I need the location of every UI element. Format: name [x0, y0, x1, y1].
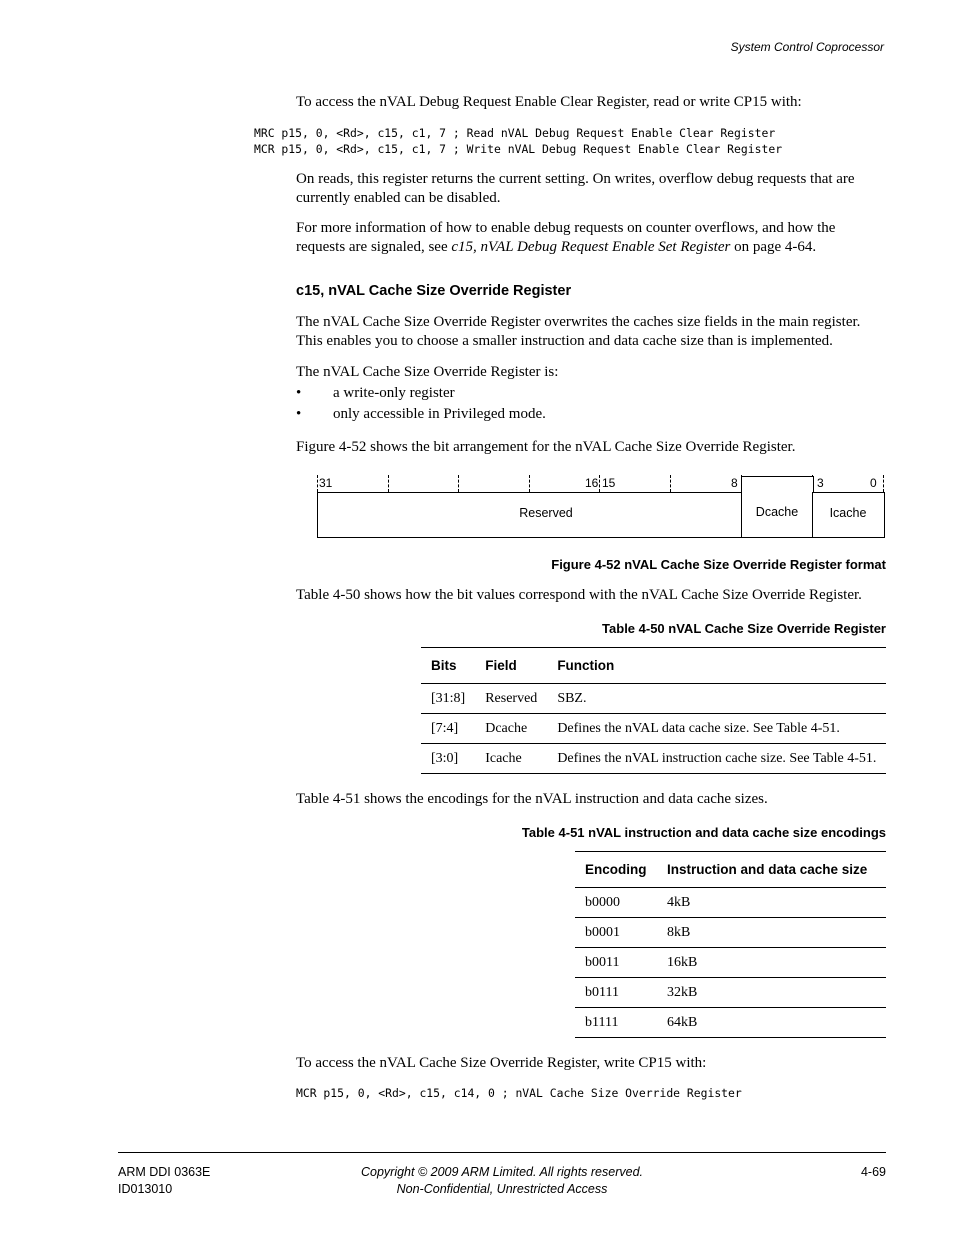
figure-caption: Figure 4-52 nVAL Cache Size Override Register format: [551, 557, 886, 572]
on-reads-line-2: currently enabled can be disabled.: [296, 190, 501, 206]
footer-access: Non-Confidential, Unrestricted Access: [396, 1182, 608, 1196]
bit-tick: [317, 475, 318, 492]
field-label-icache: Icache: [829, 506, 867, 520]
cell-cache-size: 8kB: [657, 918, 886, 948]
bit-label-8: 8: [731, 476, 738, 490]
running-header: System Control Coprocessor: [730, 40, 884, 54]
table-header-row: [421, 648, 886, 684]
figure-reference-paragraph: Figure 4-52 shows the bit arrangement for the nVAL Cache Size Override Register.: [296, 439, 796, 455]
cell-encoding: b0001: [575, 918, 657, 948]
on-reads-paragraph: [296, 170, 855, 208]
bullet-dot: •: [296, 406, 302, 422]
cell-bits: [3:0]: [421, 744, 475, 774]
cell-cache-size: 32kB: [657, 978, 886, 1008]
footer-left: [118, 1164, 210, 1198]
section-desc-line-2: This enables you to choose a smaller instruction and data cache size than is implemented.: [296, 333, 833, 349]
table-4-51: [575, 851, 886, 1038]
section-heading: c15, nVAL Cache Size Override Register: [296, 283, 572, 299]
table50-intro: Table 4-50 shows how the bit values correspond with the nVAL Cache Size Override Register.: [296, 587, 862, 603]
table-row: [575, 948, 886, 978]
table50-caption: Table 4-50 nVAL Cache Size Override Register: [602, 621, 886, 636]
code-line-override: MCR p15, 0, <Rd>, c15, c14, 0 ; nVAL Cache Size Override Register: [296, 1086, 742, 1100]
code-line-read: MRC p15, 0, <Rd>, c15, c1, 7 ; Read nVAL Debug Request Enable Clear Register: [254, 126, 776, 140]
bit-label-15: 15: [602, 476, 616, 490]
code-line-write: MCR p15, 0, <Rd>, c15, c1, 7 ; Write nVAL Debug Request Enable Clear Register: [254, 142, 783, 156]
table-row: [575, 1008, 886, 1038]
bullet-text: a write-only register: [333, 385, 455, 401]
column-header-function: Function: [547, 648, 886, 684]
column-header-encoding: Encoding: [575, 852, 657, 888]
table-row: [421, 684, 886, 714]
footer-page-number: 4-69: [860, 1165, 886, 1179]
cell-cache-size: 4kB: [657, 888, 886, 918]
table51-caption: Table 4-51 nVAL instruction and data cache size encodings: [521, 825, 886, 840]
cell-encoding: b0000: [575, 888, 657, 918]
table-row: [575, 888, 886, 918]
cell-function: SBZ.: [547, 684, 886, 714]
field-label-dcache: Dcache: [755, 505, 799, 519]
footer-doc-id: ARM DDI 0363E: [118, 1165, 211, 1179]
cell-function: Defines the nVAL data cache size. See Table 4-51.: [547, 714, 886, 744]
bit-label-16: 16: [585, 476, 599, 490]
cross-reference-link[interactable]: c15, nVAL Debug Request Enable Set Register: [451, 239, 731, 255]
table-row: [421, 744, 886, 774]
bit-label-0: 0: [870, 476, 877, 490]
bit-tick: [388, 475, 389, 492]
cell-encoding: b0111: [575, 978, 657, 1008]
cell-field: Reserved: [475, 684, 547, 714]
access-override-paragraph: To access the nVAL Cache Size Override Register, write CP15 with:: [296, 1055, 707, 1071]
bit-tick: [883, 475, 884, 492]
bit-tick: [529, 475, 530, 492]
table-header-row: [575, 852, 886, 888]
table-4-50: [421, 647, 886, 774]
column-header-field: Field: [475, 648, 547, 684]
column-header-bits: Bits: [421, 648, 475, 684]
bullet-dot: •: [296, 385, 302, 401]
cell-bits: [31:8]: [421, 684, 475, 714]
table-row: [575, 978, 886, 1008]
cell-encoding: b1111: [575, 1008, 657, 1038]
footer-rule: [118, 1152, 886, 1153]
cell-function: Defines the nVAL instruction cache size. See Table 4-51.: [547, 744, 886, 774]
cell-encoding: b0011: [575, 948, 657, 978]
bit-label-3: 3: [817, 476, 824, 490]
table51-intro: Table 4-51 shows the encodings for the nVAL instruction and data cache sizes.: [296, 791, 768, 807]
register-is-intro: The nVAL Cache Size Override Register is:: [296, 364, 559, 380]
column-header-cache-size: Instruction and data cache size: [657, 852, 886, 888]
access-clear-paragraph: To access the nVAL Debug Request Enable Clear Register, read or write CP15 with:: [296, 94, 802, 110]
cell-cache-size: 16kB: [657, 948, 886, 978]
more-info-line-2: [296, 238, 835, 257]
footer-center: [302, 1164, 702, 1198]
bit-label-31: 31: [319, 476, 333, 490]
cell-field: Icache: [475, 744, 547, 774]
footer-copyright: Copyright © 2009 ARM Limited. All rights reserved.: [360, 1165, 643, 1179]
bullet-text: only accessible in Privileged mode.: [333, 406, 546, 422]
table-row: [421, 714, 886, 744]
footer-release-id: ID013010: [118, 1182, 173, 1196]
section-description: [296, 313, 860, 351]
bit-tick: [670, 475, 671, 492]
more-info-paragraph: [296, 219, 835, 257]
more-info-line-1: For more information of how to enable debug requests on counter overflows, and how the: [296, 220, 836, 236]
more-info-text-b: on page 4-64.: [730, 239, 817, 255]
bit-tick: [599, 475, 600, 492]
bit-tick: [458, 475, 459, 492]
section-desc-line-1: The nVAL Cache Size Override Register overwrites the caches size fields in the main register.: [296, 314, 861, 330]
more-info-text-a: requests are signaled, see: [296, 239, 452, 255]
cell-field: Dcache: [475, 714, 547, 744]
on-reads-line-1: On reads, this register returns the current setting. On writes, overflow debug requests that are: [296, 171, 855, 187]
cell-bits: [7:4]: [421, 714, 475, 744]
table-row: [575, 918, 886, 948]
field-label-reserved: Reserved: [519, 506, 573, 520]
cell-cache-size: 64kB: [657, 1008, 886, 1038]
